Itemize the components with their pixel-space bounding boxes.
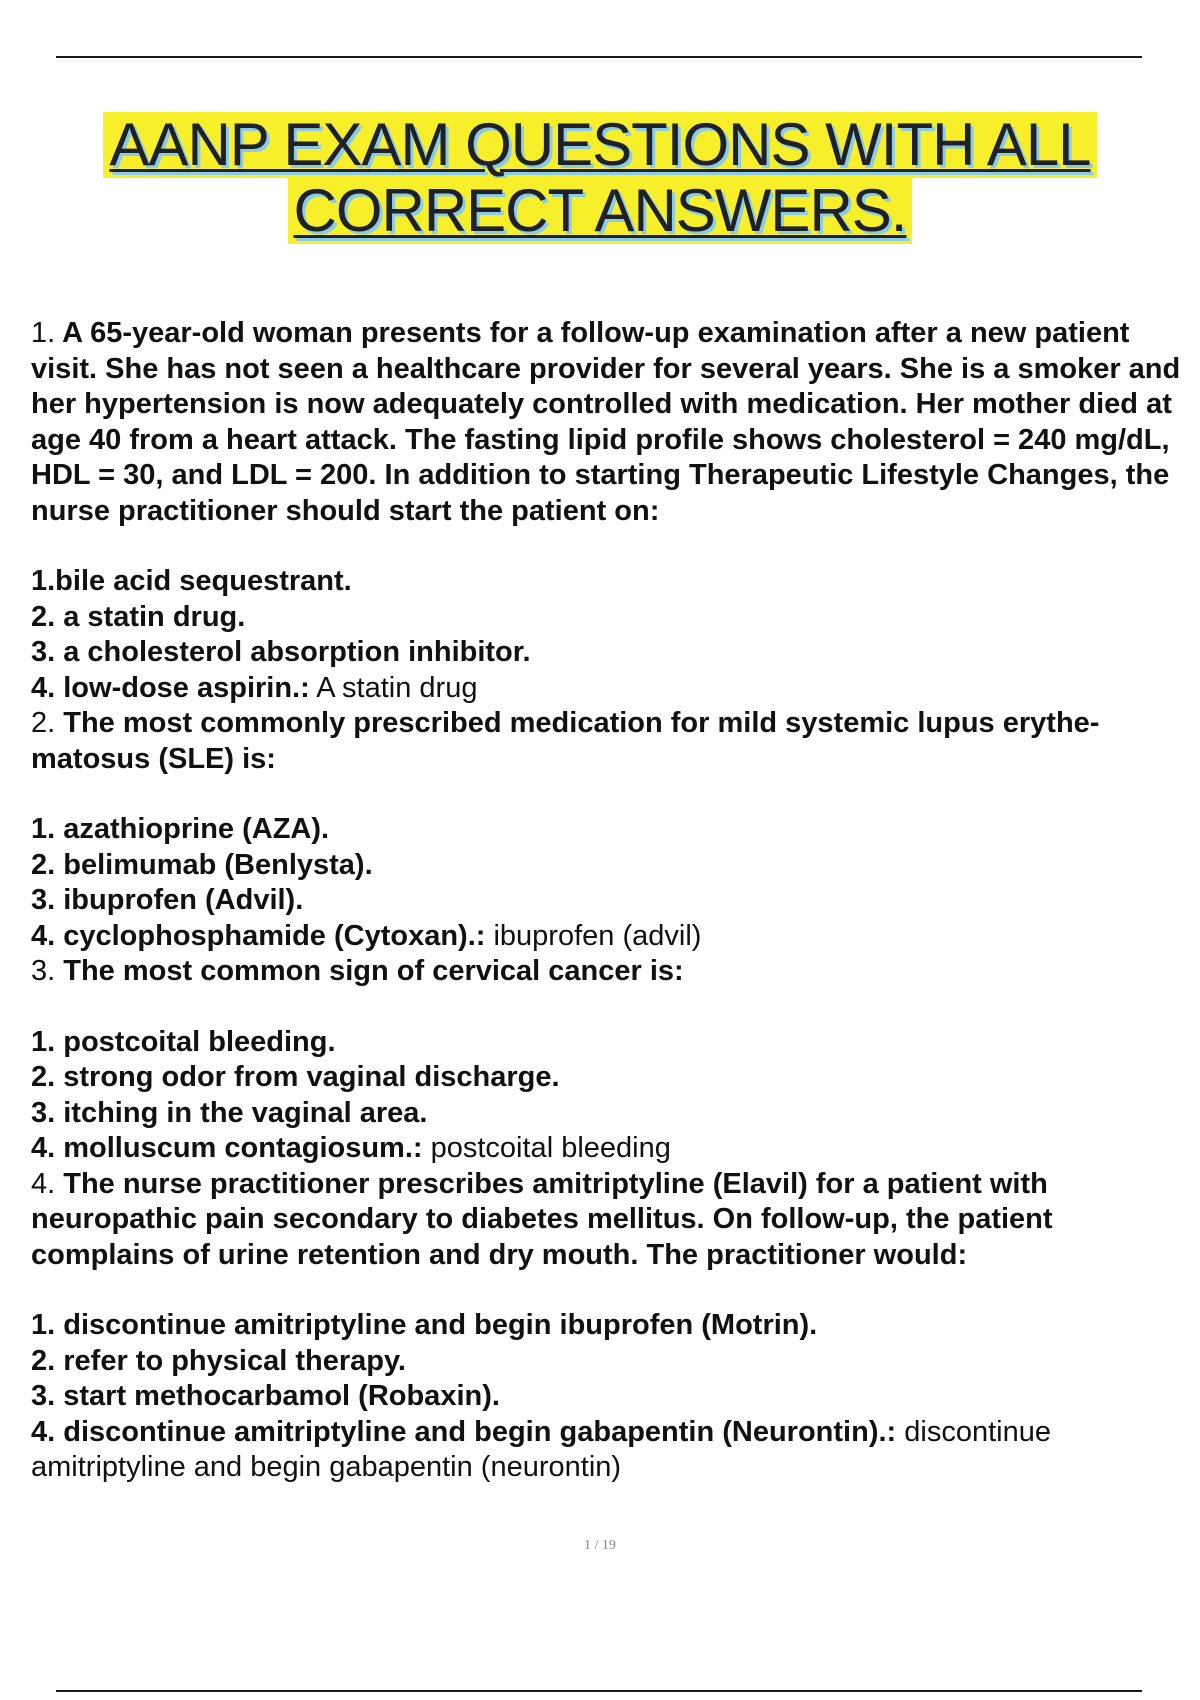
answer-text: ibuprofen (advil)	[485, 919, 702, 952]
option-4-text: 4. cyclophosphamide (Cytoxan).:	[31, 919, 486, 952]
question-4	[31, 1167, 1195, 1486]
option-2: 2. strong odor from vaginal discharge.	[31, 1061, 560, 1093]
question-text: The most common sign of cervical cancer is:	[55, 955, 684, 987]
question-stem	[31, 954, 1195, 990]
option-2: 2. belimumab (Benlysta).	[31, 848, 373, 881]
title-line-2: CORRECT ANSWERS.	[288, 178, 913, 244]
option-4-text: 4. molluscum contagiosum.:	[31, 1132, 423, 1164]
option-3: 3. start methocarbamol (Robaxin).	[31, 1380, 500, 1412]
question-2	[31, 706, 1195, 954]
title-line-1: AANP EXAM QUESTIONS WITH ALL	[103, 112, 1096, 178]
question-text: The nurse practitioner prescribes amitriptyline (Elavil) for a patient with neuropathic pain secondary to diabetes mellitus. On follow-up, the patient complains of urine retention and dry mouth. The practitioner would:	[31, 1167, 1053, 1271]
page-number: 1 / 19	[584, 1538, 616, 1553]
option-4-text: 4. discontinue amitriptyline and begin gabapentin (Neurontin).:	[31, 1415, 897, 1448]
question-3	[31, 954, 1195, 1167]
option-4	[31, 919, 1195, 955]
answer-text: discontinue amitriptyline and begin gabapentin (neurontin)	[31, 1415, 1051, 1483]
document-title	[0, 112, 1200, 244]
question-number: 4.	[31, 1167, 56, 1200]
option-3: 3. a cholesterol absorption inhibitor.	[31, 636, 531, 668]
option-1: 1.bile acid sequestrant.	[31, 565, 352, 597]
question-text: A 65-year-old woman presents for a follow-up examination after a new patient visit. She has not seen a healthcare provider for several years. She is a smoker and her hypertension is now adequately controlled with medication. Her mother died at age 40 from a heart attack. The fasting lipid profile shows cholesterol = 240 mg/dL, HDL = 30, and LDL = 200. In addition to starting Therapeutic Lifestyle Changes, the nurse practitioner should start the patient on:	[31, 317, 1181, 527]
question-stem	[31, 1167, 1195, 1274]
bottom-rule	[56, 1690, 1142, 1692]
question-stem	[31, 316, 1195, 529]
option-2: 2. a statin drug.	[31, 600, 246, 633]
option-3: 3. itching in the vaginal area.	[31, 1096, 428, 1129]
option-3: 3. ibuprofen (Advil).	[31, 884, 304, 916]
option-4	[31, 1415, 1195, 1486]
answer-text: A statin drug	[309, 671, 478, 704]
option-1: 1. azathioprine (AZA).	[31, 813, 330, 845]
answer-text: postcoital bleeding	[422, 1132, 671, 1164]
question-1	[31, 316, 1195, 706]
option-4-text: 4. low-dose aspirin.:	[31, 671, 310, 704]
option-4	[31, 1131, 1195, 1167]
question-number: 3.	[31, 955, 56, 987]
question-stem	[31, 706, 1195, 777]
question-number: 1.	[31, 317, 56, 349]
top-rule	[56, 56, 1142, 58]
option-4	[31, 671, 1195, 707]
option-2: 2. refer to physical therapy.	[31, 1344, 406, 1377]
question-text: The most commonly prescribed medication for mild systemic lupus erythe- matosus (SLE) is:	[31, 707, 1100, 775]
question-list	[31, 316, 1195, 1486]
option-1: 1. postcoital bleeding.	[31, 1025, 336, 1058]
option-1: 1. discontinue amitriptyline and begin ibuprofen (Motrin).	[31, 1309, 818, 1341]
question-number: 2.	[31, 707, 56, 739]
